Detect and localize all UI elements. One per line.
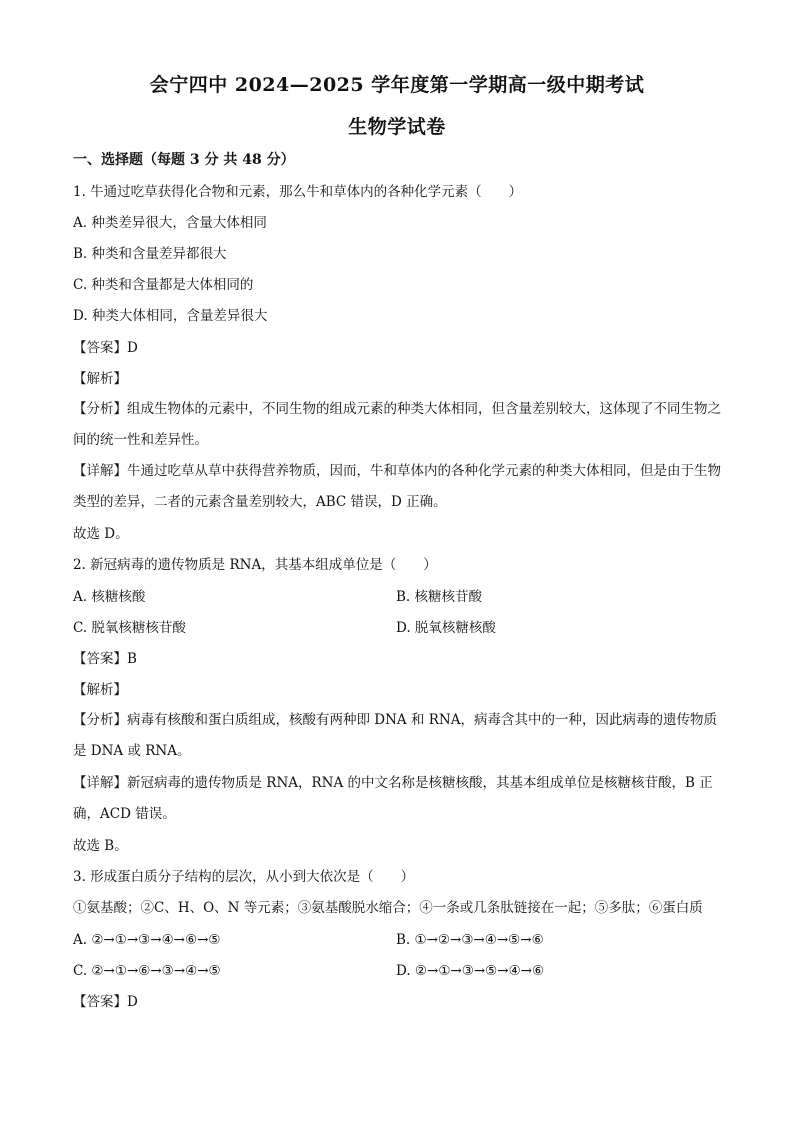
q1-conclusion: 故选 D。: [73, 526, 129, 542]
q3-option-d: D. ②→①→③→⑤→④→⑥: [396, 963, 545, 979]
q1-analysis-label: 【解析】: [73, 371, 127, 387]
q3-answer: 【答案】D: [73, 994, 138, 1010]
q2-conclusion: 故选 B。: [73, 838, 128, 854]
q2-option-a: A. 核糖核酸: [73, 589, 146, 605]
exam-title: 会宁四中 2024—2025 学年度第一学期高一级中期考试: [149, 74, 645, 96]
q2-stem: 2. 新冠病毒的遗传物质是 RNA，其基本组成单位是（ ）: [73, 557, 437, 573]
q3-items: ①氨基酸；②C、H、O、N 等元素；③氨基酸脱水缩合；④一条或几条肽链接在一起；⑤多肽；⑥蛋白质: [73, 900, 703, 916]
q3-option-b: B. ①→②→③→④→⑤→⑥: [396, 932, 544, 948]
q1-xiangjie: 【详解】牛通过吃草从草中获得营养物质，因而，牛和草体内的各种化学元素的种类大体相同，但是由于生物类型的差异，二者的元素含量差别较大，ABC 错误，D 正确。: [73, 463, 721, 510]
q2-option-d: D. 脱氧核糖核酸: [396, 620, 496, 636]
q3-stem: 3. 形成蛋白质分子结构的层次，从小到大依次是（ ）: [73, 869, 415, 885]
q1-stem: 1. 牛通过吃草获得化合物和元素，那么牛和草体内的各种化学元素（ ）: [73, 184, 523, 200]
q1-option-a: A. 种类差异很大，含量大体相同: [73, 215, 267, 231]
q2-fenxi: 【分析】病毒有核酸和蛋白质组成，核酸有两种即 DNA 和 RNA，病毒含其中的一种，因此病毒的遗传物质是 DNA 或 RNA。: [73, 712, 717, 759]
q2-option-b: B. 核糖核苷酸: [396, 589, 483, 605]
q2-analysis-label: 【解析】: [73, 682, 127, 698]
q3-option-c: C. ②→①→⑥→③→④→⑤: [73, 963, 221, 979]
q2-option-c: C. 脱氧核糖核苷酸: [73, 620, 186, 636]
exam-subtitle: 生物学试卷: [348, 116, 446, 138]
q1-option-c: C. 种类和含量都是大体相同的: [73, 277, 254, 293]
q2-xiangjie: 【详解】新冠病毒的遗传物质是 RNA，RNA 的中文名称是核糖核酸，其基本组成单位是核糖核苷酸，B 正确，ACD 错误。: [73, 775, 713, 822]
q2-answer: 【答案】B: [73, 651, 137, 667]
q3-option-a: A. ②→①→③→④→⑥→⑤: [73, 932, 221, 948]
q1-answer: 【答案】D: [73, 340, 138, 356]
section-heading: 一、选择题（每题 3 分 共 48 分）: [73, 152, 295, 168]
q1-fenxi: 【分析】组成生物体的元素中，不同生物的组成元素的种类大体相同，但含量差别较大，这体现了不同生物之间的统一性和差异性。: [73, 401, 721, 448]
q1-option-b: B. 种类和含量差异都很大: [73, 246, 227, 262]
q1-option-d: D. 种类大体相同，含量差异很大: [73, 308, 268, 324]
